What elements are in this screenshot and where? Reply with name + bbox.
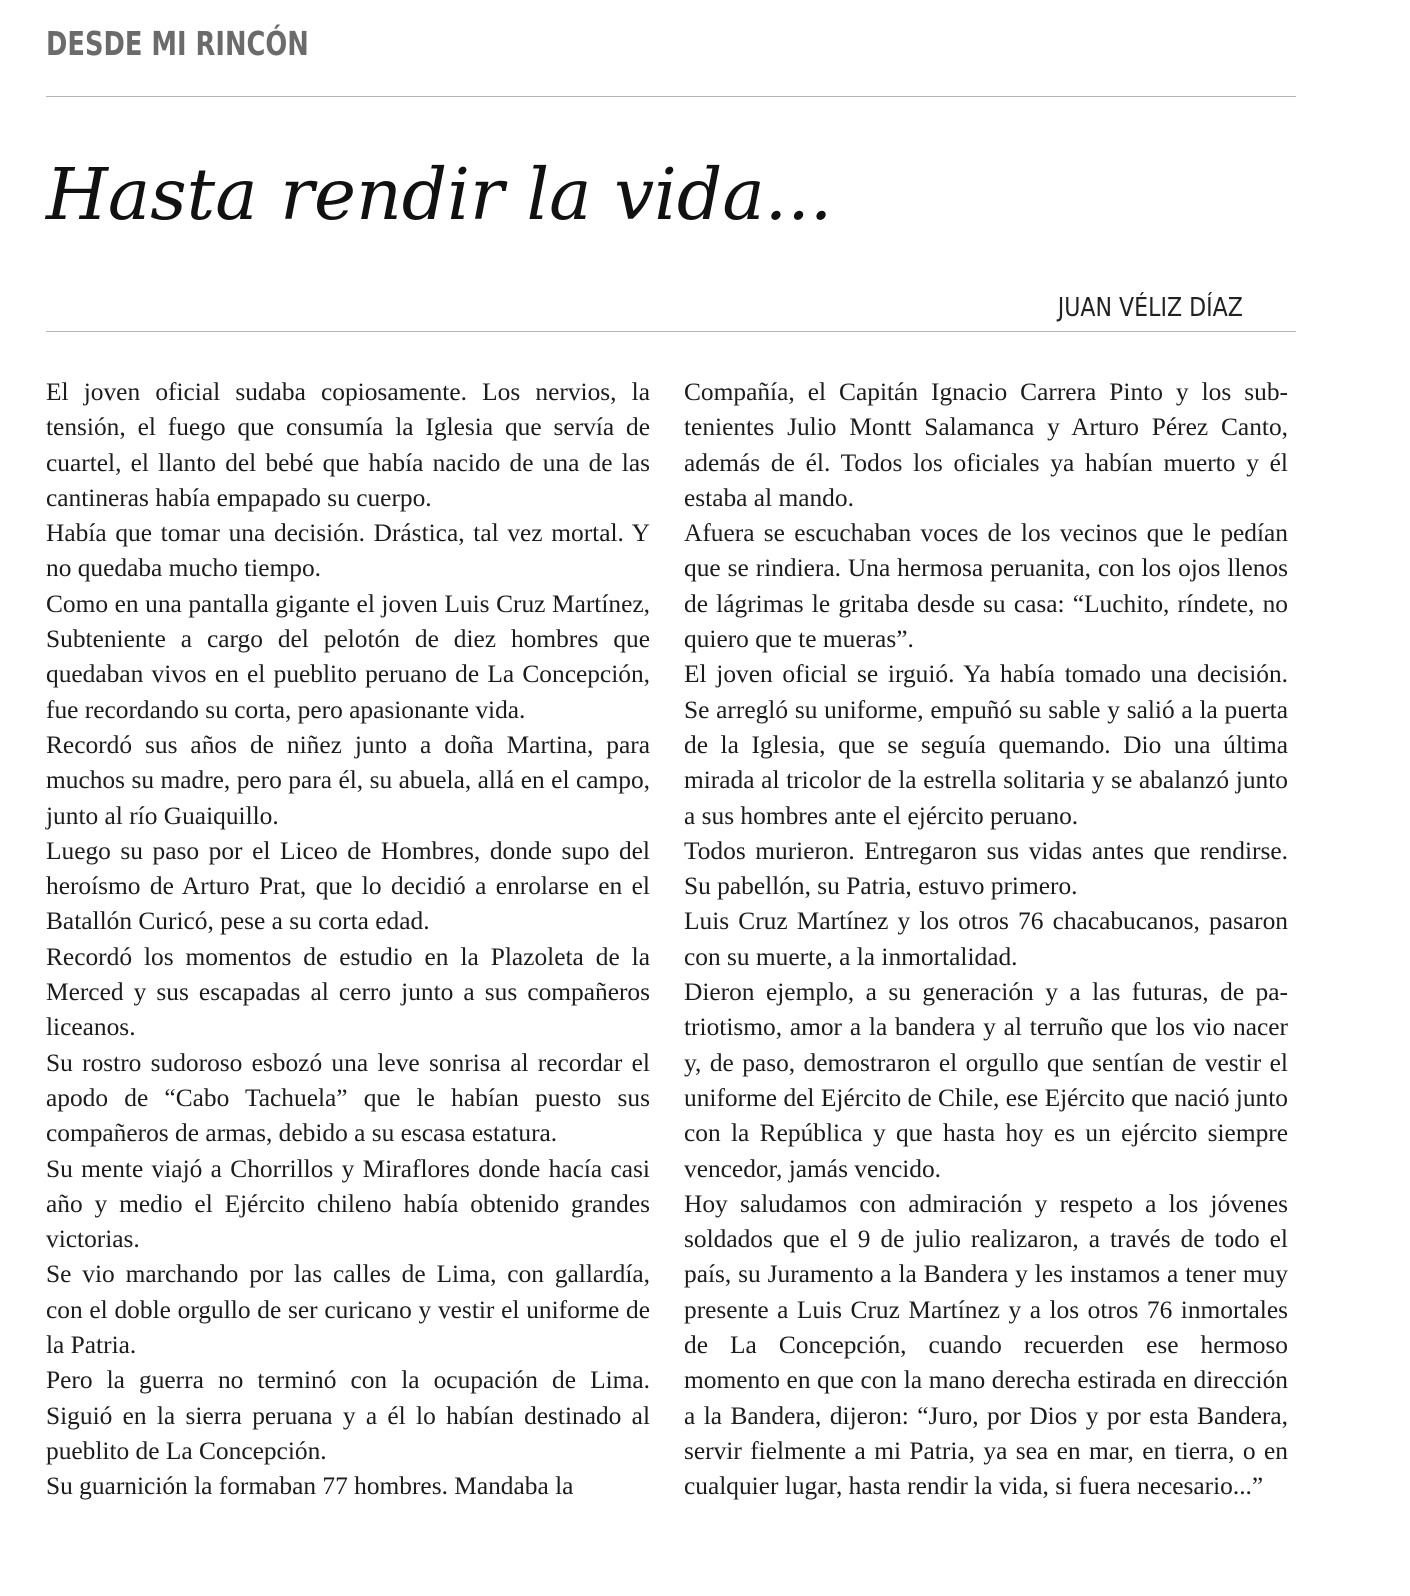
paragraph: Hoy saludamos con admiración y respeto a los jóvenes soldados que el 9 de julio realizaron, a través de todo el país, su Juramento a la Bandera y les instamos a tener muy presente a Luis Cruz Martínez y a los otros 76 inmortales de La Concepción, cuando recuerden ese hermoso momento en que con la mano derecha estirada en dirección a la Bandera, dijeron: “Juro, por Dios y por esta Bandera, servir fielmente a mi Patria, ya sea en mar, en tierra, o en cualquier lugar, hasta rendir la vida, si fuera necesario...” bbox=[684, 1189, 1288, 1501]
paragraph: Todos murieron. Entregaron sus vidas antes que rendirse. Su pabellón, su Patria, estuvo primero. bbox=[684, 836, 1288, 901]
paragraph: Recordó sus años de niñez junto a doña Martina, para muchos su madre, pero para él, su abuela, allá en el campo, junto al río Guaiquillo. bbox=[46, 730, 650, 830]
paragraph: Su mente viajó a Chorrillos y Miraflores donde hacía casi año y medio el Ejército chileno había obtenido grandes victorias. bbox=[46, 1154, 650, 1254]
paragraph: Afuera se escuchaban voces de los vecinos que le pedían que se rindiera. Una hermosa peruanita, con los ojos llenos de lágrimas le gritaba desde su casa: “Luchito, ríndete, no quiero que te mueras”. bbox=[684, 519, 1288, 654]
paragraph: Dieron ejemplo, a su generación y a las futuras, de patriotismo, amor a la bandera y al terruño que los vio nacer y, de paso, demostraron el orgullo que sentían de vestir el uniforme del Ejército de Chile, ese Ejército que nació junto con la República y que hasta hoy es un ejército siempre vencedor, jamás vencido. bbox=[684, 978, 1288, 1183]
top-divider bbox=[46, 96, 1296, 97]
paragraph: El joven oficial sudaba copiosamente. Los nervios, la tensión, el fuego que consumía la Iglesia que servía de cuartel, el llanto del bebé que había nacido de una de las cantineras había empapado su cuerpo. bbox=[46, 378, 650, 512]
headline: Hasta rendir la vida... bbox=[46, 153, 833, 236]
paragraph: Luego su paso por el Liceo de Hombres, donde supo del heroísmo de Arturo Prat, que lo decidió a enrolarse en el Batallón Curicó, pese a su corta edad. bbox=[46, 836, 650, 936]
paragraph: Como en una pantalla gigante el joven Luis Cruz Martínez, Subteniente a cargo del pelotón de diez hombres que quedaban vivos en el pueblito peruano de La Concepción, fue recordando su corta, pero apasionante vida. bbox=[46, 589, 650, 724]
paragraph: Recordó los momentos de estudio en la Plazoleta de la Merced y sus escapadas al cerro junto a sus compañeros liceanos. bbox=[46, 942, 650, 1042]
paragraph: Se vio marchando por las calles de Lima, con gallardía, con el doble orgullo de ser curicano y vestir el uniforme de la Patria. bbox=[46, 1260, 650, 1360]
article-column-left bbox=[46, 375, 650, 1505]
paragraph: Su guarnición la formaban 77 hombres. Mandaba la bbox=[46, 1472, 574, 1501]
paragraph: El joven oficial se irguió. Ya había tomado una decisión. Se arregló su uniforme, empuñó su sable y salió a la puerta de la Iglesia, que se seguía quemando. Dio una última mirada al tricolor de la estrella solitaria y se abalanzó junto a sus hombres ante el ejército peruano. bbox=[684, 660, 1288, 830]
section-label: DESDE MI RINCÓN bbox=[46, 24, 309, 63]
byline: JUAN VÉLIZ DÍAZ bbox=[1057, 293, 1243, 323]
paragraph: Pero la guerra no terminó con la ocupación de Lima. Siguió en la sierra peruana y a él lo habían destinado al pueblito de La Concepción. bbox=[46, 1366, 650, 1465]
paragraph: Su rostro sudoroso esbozó una leve sonrisa al recordar el apodo de “Cabo Tachuela” que le habían puesto sus compañeros de armas, debido a su escasa estatura. bbox=[46, 1048, 650, 1148]
paragraph: Había que tomar una decisión. Drástica, tal vez mortal. Y no quedaba mucho tiempo. bbox=[46, 519, 650, 583]
paragraph: Luis Cruz Martínez y los otros 76 chacabucanos, pasaron con su muerte, a la inmortalidad. bbox=[684, 907, 1288, 971]
article-column-right bbox=[684, 375, 1288, 1505]
paragraph: Compañía, el Capitán Ignacio Carrera Pinto y los subtenientes Julio Montt Salamanca y Arturo Pérez Canto, además de él. Todos los oficiales ya habían muerto y él estaba al mando. bbox=[684, 378, 1288, 512]
byline-divider bbox=[46, 331, 1296, 332]
